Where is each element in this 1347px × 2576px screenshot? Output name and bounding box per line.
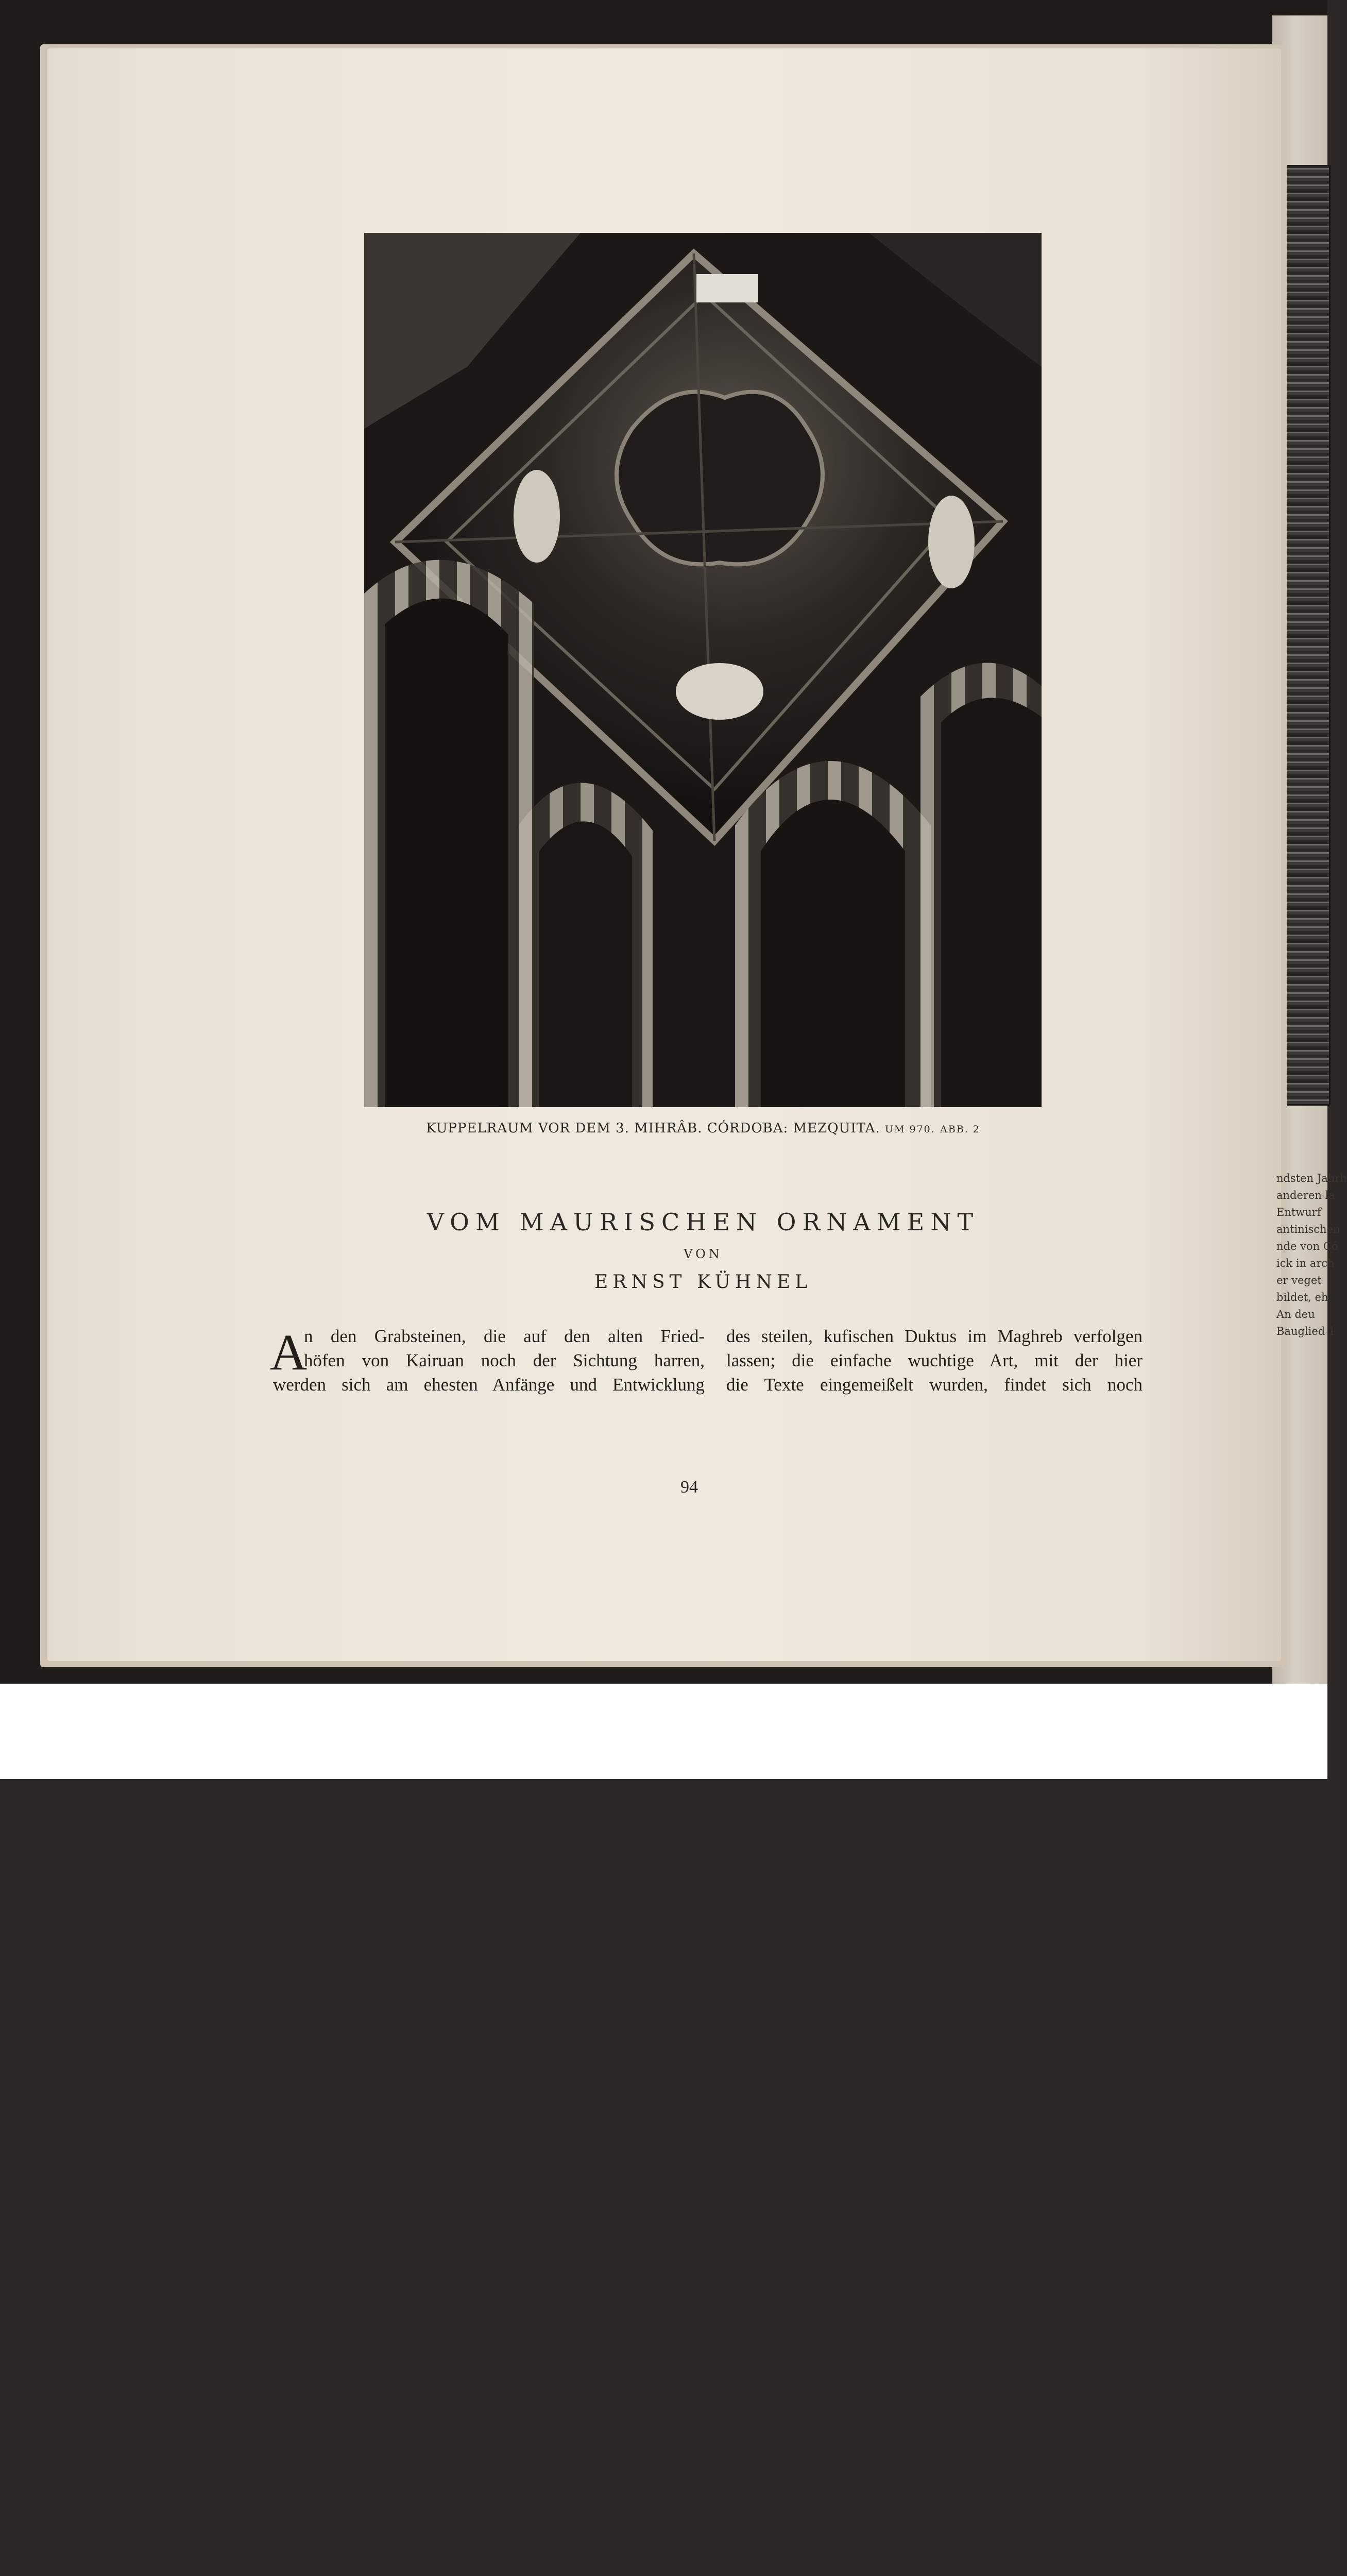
caption-date: UM 970. — [884, 1124, 935, 1135]
side-fragment: antinischen — [1276, 1223, 1340, 1235]
side-fragment: An deu — [1276, 1308, 1315, 1320]
side-fragment: bildet, eh — [1276, 1291, 1328, 1303]
side-fragment: nde von Có — [1276, 1240, 1338, 1252]
viewer-footer — [0, 1684, 1327, 1779]
dome-photograph — [364, 233, 1042, 1107]
side-fragment: Bauglied 1 — [1276, 1325, 1336, 1337]
side-fragment: ick in arch — [1276, 1257, 1335, 1269]
text-line: höfen von Kairuan noch der Sichtung harren, — [304, 1350, 705, 1370]
text-line: n den Grabsteinen, die auf den alten Fried- — [304, 1326, 705, 1346]
text-line: lassen; die einfache wuchtige Art, mit der hier — [726, 1350, 1143, 1370]
text-line: die Texte eingemeißelt wurden, findet sich noch — [726, 1375, 1143, 1395]
page-number: 94 — [680, 1478, 698, 1497]
text-column-left — [273, 1324, 705, 1397]
article-title: VOM MAURISCHEN ORNAMENT — [427, 1208, 980, 1236]
side-fragment: ndsten Jahrh — [1276, 1172, 1347, 1184]
caption-figure-ref: ABB. 2 — [940, 1124, 980, 1135]
byline-von: VON — [684, 1247, 723, 1261]
side-fragment: anderen la — [1276, 1189, 1335, 1201]
dome-photo-drawing — [364, 233, 1042, 1107]
author-name: ERNST KÜHNEL — [594, 1272, 812, 1293]
text-column-right — [726, 1324, 1143, 1397]
side-fragment: er veget — [1276, 1274, 1322, 1286]
caption-main: KUPPELRAUM VOR DEM 3. MIHRÂB. CÓRDOBA: MEZQUITA. — [426, 1121, 880, 1136]
side-fragment: Entwurf — [1276, 1206, 1321, 1218]
drop-cap: A — [270, 1324, 308, 1381]
next-page-plate — [1284, 165, 1331, 1106]
text-line: des steilen, kufischen Duktus im Maghreb verfolgen — [726, 1326, 1143, 1346]
figure-caption — [361, 1121, 1046, 1136]
text-line: werden sich am ehesten Anfänge und Entwicklung — [273, 1375, 705, 1395]
